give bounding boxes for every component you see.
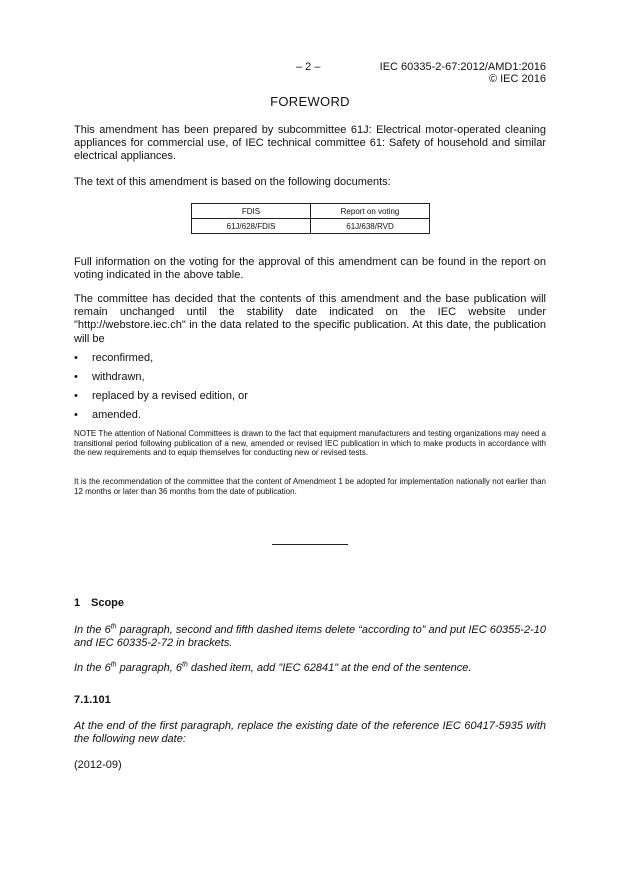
- bullet-icon: •: [74, 352, 78, 364]
- list-item: • replaced by a revised edition, or: [74, 390, 248, 402]
- page-number: – 2 –: [296, 61, 321, 73]
- table-header-cell: FDIS: [192, 204, 311, 219]
- copyright-notice: © IEC 2016: [488, 73, 546, 85]
- documents-basis-paragraph: The text of this amendment is based on the following documents:: [74, 176, 391, 188]
- clause-number: 7.1.101: [74, 694, 111, 706]
- clause-new-date: (2012-09): [74, 759, 122, 771]
- voting-info-paragraph: Full information on the voting for the approval of this amendment can be found in the report on voting indicated in the above table.: [74, 256, 546, 282]
- stability-paragraph: The committee has decided that the contents of this amendment and the base publication will remain unchanged until the stability date indicated on the IEC website under "http://webstore.iec.ch" in the data related to the specific publication. At this date, the publication will be: [74, 293, 546, 345]
- clause-paragraph: At the end of the first paragraph, replace the existing date of the reference IEC 60417-5935 with the following new date:: [74, 720, 546, 746]
- bullet-icon: •: [74, 390, 78, 402]
- foreword-title: FOREWORD: [270, 94, 350, 109]
- scope-heading: [74, 597, 124, 609]
- table-row: [192, 219, 430, 234]
- table-cell: 61J/628/FDIS: [192, 219, 311, 234]
- bullet-icon: •: [74, 371, 78, 383]
- recommendation-paragraph: It is the recommendation of the committee that the content of Amendment 1 be adopted for implementation nationally not earlier than 12 months or later than 36 months from the date of publication.: [74, 477, 546, 496]
- table-header-cell: Report on voting: [311, 204, 430, 219]
- note-paragraph: NOTE The attention of National Committees is drawn to the fact that equipment manufacturers and testing organizations may need a transitional period following publication of a new, amended or revised IEC publication in which to make products in accordance with the new requirements and to equip themselves for conducting new or revised tests.: [74, 429, 546, 458]
- bullet-icon: •: [74, 409, 78, 421]
- list-item: • reconfirmed,: [74, 352, 154, 364]
- section-divider: [272, 544, 348, 545]
- scope-paragraph-2: In the 6th paragraph, 6th dashed item, add "IEC 62841" at the end of the sentence.: [74, 661, 472, 674]
- publication-status-list: [74, 352, 546, 428]
- foreword-intro-paragraph: This amendment has been prepared by subcommittee 61J: Electrical motor-operated cleaning appliances for commercial use, of IEC technical committee 61: Safety of household and similar electrical appliances.: [74, 124, 546, 163]
- voting-documents-table: [191, 203, 430, 234]
- table-header-row: [192, 204, 430, 219]
- list-item: • amended.: [74, 409, 141, 421]
- document-reference: IEC 60335-2-67:2012/AMD1:2016: [379, 61, 546, 73]
- scope-title: Scope: [91, 597, 125, 609]
- scope-paragraph-1: In the 6th paragraph, second and fifth dashed items delete “according to” and put IEC 60355-2-10 and IEC 60335-2-72 in brackets.: [74, 623, 546, 650]
- table-cell: 61J/638/RVD: [311, 219, 430, 234]
- scope-number: 1: [74, 597, 81, 609]
- list-item: • withdrawn,: [74, 371, 145, 383]
